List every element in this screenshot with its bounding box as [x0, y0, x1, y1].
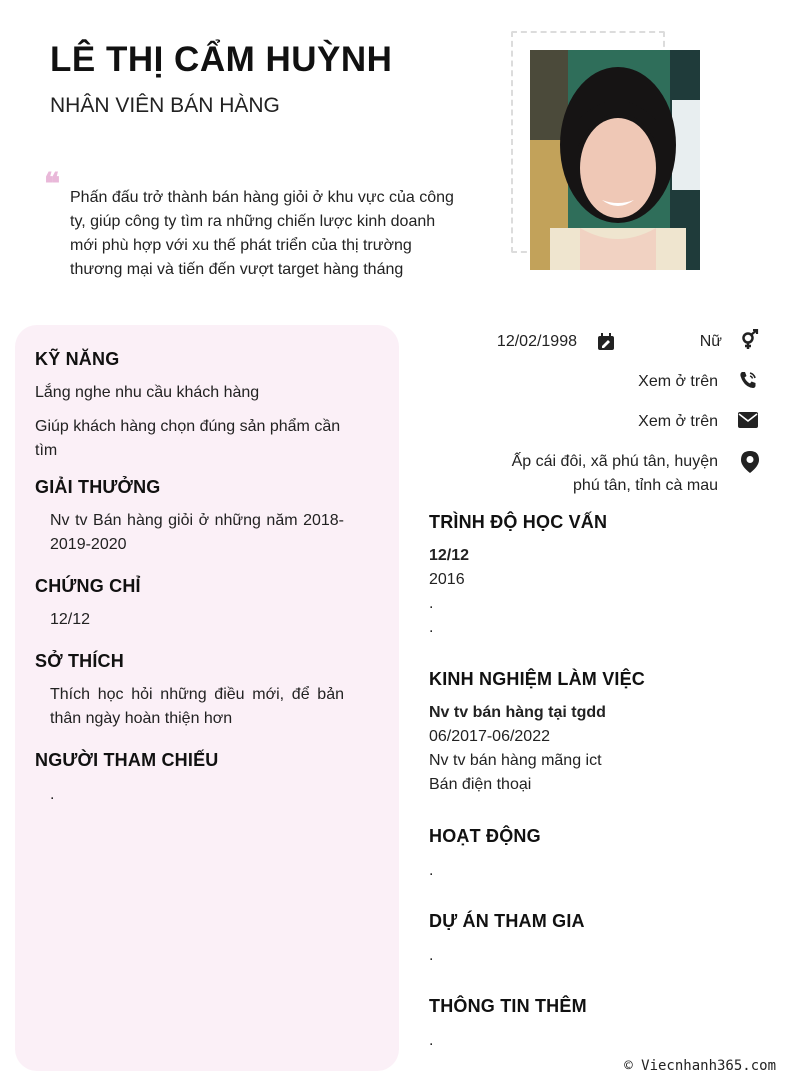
- education-detail: .: [429, 619, 434, 636]
- email-value: Xem ở trên: [638, 413, 718, 430]
- profile-photo: [530, 50, 700, 270]
- awards-title: GIẢI THƯỞNG: [35, 477, 161, 497]
- gender-value: Nữ: [699, 333, 722, 350]
- experience-detail: Bán điện thoại: [429, 776, 532, 793]
- references-title: NGƯỜI THAM CHIẾU: [35, 750, 219, 770]
- career-objective: Phấn đấu trở thành bán hàng giỏi ở khu vực của công ty, giúp công ty tìm ra những chiến lược kinh doanh mới phù hợp với xu thế phát triển của thị trường thương mại và tiến đến vượt target hàng tháng: [70, 189, 454, 278]
- education-school: 12/12: [429, 547, 470, 564]
- calendar-edit-icon: [594, 330, 618, 354]
- experience-detail: Nv tv bán hàng mãng ict: [429, 752, 602, 769]
- experience-period: 06/2017-06/2022: [429, 728, 550, 745]
- activities-title: HOẠT ĐỘNG: [429, 826, 541, 846]
- extra-info-text: .: [429, 1032, 434, 1049]
- certificates-text: 12/12: [50, 611, 91, 628]
- activities-text: .: [429, 862, 434, 879]
- experience-company: Nv tv bán hàng tại tgdd: [429, 704, 606, 721]
- phone-icon: [736, 368, 760, 392]
- skill-item: Lắng nghe nhu cầu khách hàng: [35, 384, 260, 401]
- references-text: .: [50, 786, 55, 803]
- candidate-name: LÊ THỊ CẨM HUỲNH: [50, 40, 393, 79]
- hobbies-title: SỞ THÍCH: [35, 651, 124, 671]
- experience-title: KINH NGHIỆM LÀM VIỆC: [429, 669, 646, 689]
- address-value: Ấp cái đôi, xã phú tân, huyện phú tân, tỉnh cà mau: [511, 453, 718, 494]
- skill-item: Giúp khách hàng chọn đúng sản phẩm cần tìm: [35, 418, 341, 459]
- education-title: TRÌNH ĐỘ HỌC VẤN: [429, 512, 608, 532]
- awards-text: Nv tv Bán hàng giỏi ở những năm 2018-2019-2020: [50, 512, 344, 553]
- education-year: 2016: [429, 571, 465, 588]
- projects-text: .: [429, 947, 434, 964]
- job-title: NHÂN VIÊN BÁN HÀNG: [50, 94, 280, 117]
- copyright-text: © Viecnhanh365.com: [624, 1058, 776, 1074]
- phone-value: Xem ở trên: [638, 373, 718, 390]
- skills-title: KỸ NĂNG: [35, 349, 120, 369]
- certificates-title: CHỨNG CHỈ: [35, 576, 141, 596]
- extra-info-title: THÔNG TIN THÊM: [429, 996, 587, 1016]
- projects-title: DỰ ÁN THAM GIA: [429, 911, 585, 931]
- map-pin-icon: [738, 450, 762, 474]
- envelope-icon: [736, 408, 760, 432]
- education-detail: .: [429, 595, 434, 612]
- gender-icon: [738, 328, 762, 352]
- quote-icon: ❝: [44, 167, 61, 202]
- hobbies-text: Thích học hỏi những điều mới, để bản thân ngày hoàn thiện hơn: [50, 686, 344, 727]
- birthday-value: 12/02/1998: [496, 333, 577, 350]
